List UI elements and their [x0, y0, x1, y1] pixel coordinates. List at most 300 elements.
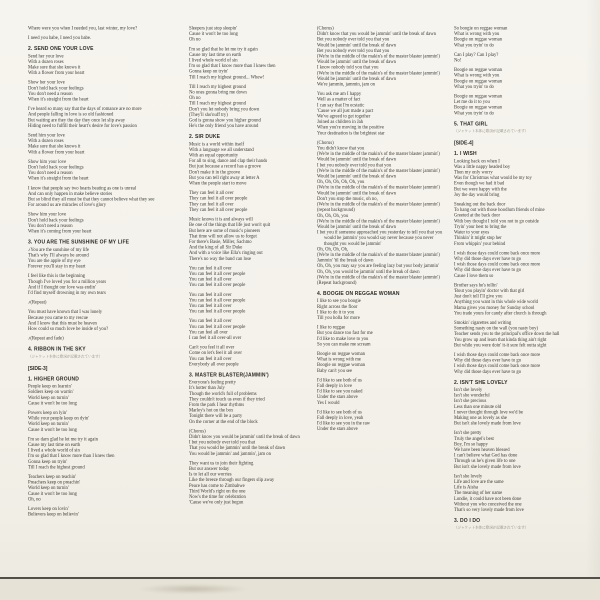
lyric-line: Boogie on reggae woman	[317, 351, 366, 357]
lyric-line: Would be jammin' until the break of dawn	[317, 224, 396, 230]
lyric-line: I'd like to see both of us	[317, 409, 362, 415]
lyric-line: Fall deeply in love, yeah	[317, 415, 364, 421]
below-sheet-background	[0, 579, 600, 600]
lyric-line: (We're in the middle of the makin's of the master blaster jammin')	[317, 218, 440, 224]
lyric-line: Was a little nappy headed boy	[454, 164, 511, 170]
lyric-line: Third World's right on the one	[189, 488, 246, 494]
lyric-line: Truly the angel's best	[454, 436, 494, 442]
lyric-line: (Chorus)	[317, 26, 334, 31]
stanza	[28, 54, 169, 76]
lyric-line: They can feel it all over	[189, 201, 234, 207]
song-heading: 4. BOOGIE ON REGGAE WOMAN	[317, 291, 400, 297]
song-heading: 3. YOU ARE THE SUNSHINE OF MY LIFE	[28, 239, 130, 246]
lyric-line: Isn't she lovely	[454, 473, 483, 479]
lyric-line: (We're in the middle of the makin's of the master blaster jammin')	[317, 274, 440, 280]
lyric-line: You don't need a reason	[28, 170, 73, 176]
lyric-line: Can't you feel it all over	[189, 345, 235, 351]
lyric-line: Isn't she wonderful	[454, 393, 490, 399]
stanza	[454, 94, 574, 116]
lyric-line: That you would be jammin' until the break of dawn	[189, 445, 286, 451]
lyric-line: Peace has come to Zimbabwe	[189, 483, 245, 489]
lyric-line: Oh no	[189, 95, 201, 101]
lyric-line: Till I reach my highest ground	[189, 101, 246, 107]
stanza	[28, 410, 169, 432]
lyric-line: You grow up and learn that kinda thing ain't right	[454, 337, 547, 343]
lyric-line: Though the world's full of problems	[189, 391, 257, 397]
stanza	[189, 429, 308, 457]
lyric-line: I'd find myself drowning in my own tears	[28, 290, 106, 296]
lyric-line: Send her your love	[28, 53, 64, 59]
lyric-line: Hiding need to fulfill their heart's desire for love's passion	[28, 123, 137, 129]
lyric-line: So boogie on reggae woman	[454, 26, 508, 31]
lyric-line: I wish those days could come back once more	[454, 363, 541, 369]
lyric-line: I like to reggae	[317, 325, 346, 331]
lyric-line: They can feel it all over	[189, 190, 234, 196]
stanza	[28, 186, 169, 208]
lyric-line: Boogie on reggae woman	[454, 94, 503, 100]
stanza	[28, 159, 169, 181]
lyric-line: I'm so glad that I know more than I knew then	[189, 63, 276, 69]
lyric-line: What is wrong with you	[454, 73, 500, 79]
lyric-line: Powers keep on lyin'	[28, 410, 67, 416]
lyric-line: What you tryin' to do	[454, 84, 494, 90]
lyric-line: (We're in the middle of the makin's of the master blaster jammin')	[317, 151, 440, 157]
stanza	[28, 300, 169, 306]
lyric-line: Till I reach my highest ground... Whew!	[189, 74, 265, 80]
lyric-line: From the park I hear rhythms	[189, 402, 245, 408]
stanza	[189, 319, 308, 341]
lyric-line: Be one of the things that life just won't quit	[189, 222, 271, 228]
lyric-line: Bet you nobody ever told you that you	[317, 48, 390, 54]
lyric-line: Don't hold back your feelings	[28, 165, 84, 171]
lyric-line: Till I reach my highest ground	[189, 84, 246, 90]
lyric-line: With a dozen roses	[28, 59, 64, 65]
lyric-line: Don't you let nobody bring you down	[189, 106, 260, 112]
lyric-line: Everyone's feeling pretty	[189, 380, 236, 386]
lyric-line: Though I've loved you for a million years	[28, 279, 107, 285]
lyric-line: Was for Christmas what would be my toy	[454, 175, 532, 181]
lyric-line: What is wrong with me	[317, 357, 362, 363]
lyric-line: Gonna keep on tryin'	[28, 459, 68, 465]
lyric-line: When it's straight from the heart	[28, 97, 89, 103]
lyric-line: Tonight there will be a party	[189, 413, 243, 419]
lyric-line: They couldn't touch us even if they tried	[189, 396, 265, 402]
stanza	[454, 387, 574, 426]
stanza	[454, 52, 574, 63]
lyric-line: Without you who conceived the one	[454, 501, 522, 507]
lyric-line: I'm so darn glad he let me try it again	[28, 436, 98, 442]
stanza	[189, 47, 308, 81]
lyric-line: Greeted at the back door	[454, 213, 501, 219]
lyric-line: Mama gives you money for Sunday school	[454, 305, 535, 311]
lyric-line: Preachers keep on preachin'	[28, 480, 81, 486]
stanza	[28, 384, 169, 406]
lyric-line: Cause it won't be too long	[28, 491, 77, 497]
lyric-line: Boogie on reggae woman	[317, 362, 366, 368]
stanza	[317, 351, 443, 373]
lyric-line: But isn't she lovely made from love	[454, 464, 521, 470]
stanza	[317, 325, 443, 347]
stanza	[28, 475, 169, 503]
stanza	[189, 84, 308, 129]
stanza	[454, 352, 574, 374]
lyric-line: (We're in the middle of the makin's of the master blaster jammin')	[317, 168, 440, 174]
lyric-line: Jammin' 'til the break of dawn	[317, 258, 374, 264]
stanza	[454, 320, 574, 348]
lyric-line: We're jammin, jammin, jam on	[317, 82, 376, 88]
lyric-line: Just don't tell I'll give you	[454, 294, 503, 300]
lyric-line: World keep on turnin'	[28, 485, 69, 491]
lyric-line: (They'll sho'nuff try)	[189, 112, 228, 118]
lyric-line: Come on let's feel it all over	[189, 350, 242, 356]
lyric-line: Boogie on reggae woman	[454, 37, 503, 43]
lyric-line: That's why I'll always be around	[28, 252, 89, 258]
lyric-line: Yes I would	[317, 400, 340, 406]
lyric-line: I wish those days could come back once more	[454, 352, 541, 358]
lyric-line: Cause I love them so	[454, 273, 494, 279]
lyric-line: With boy thought I told you not to go outside	[454, 218, 539, 224]
lyric-line: When it's straight from the heart	[28, 176, 89, 182]
lyric-line: Didn't know you would be jammin' until the break of dawn	[189, 434, 300, 440]
lyric-line: Would be jammin' until the break of dawn	[317, 190, 396, 196]
lyric-line: Sleepers just stop sleepin'	[189, 26, 238, 31]
lyric-line: Can I play? Can I play?	[454, 52, 499, 58]
stanza	[454, 202, 574, 247]
lyric-line: Why did those days ever have to go	[454, 256, 522, 262]
lyric-line: Show her your love	[28, 80, 65, 86]
lyric-line: You can feel all over	[189, 329, 228, 335]
lyric-line: Anything you want in this whole wide world	[454, 299, 538, 305]
lyric-line: Oh, Oh, Oh, you	[317, 213, 349, 219]
lyric-line: You can feel it all over people	[189, 324, 246, 330]
lyric-line: 'Cause we all just made a pact	[317, 108, 374, 114]
lyric-line: When it's coming from your heart	[28, 229, 92, 235]
stanza	[189, 292, 308, 314]
lyric-line: Isn't she precious	[454, 398, 487, 404]
lyric-line: Don't make it in the groove	[189, 169, 241, 175]
lyric-line: And people falling in love is so old fashioned	[28, 112, 114, 118]
lyric-line: You don't need a reason	[28, 223, 73, 229]
lyric-line: Don't hold back your feelings	[28, 217, 84, 223]
lyric-line: Isn't she lovely	[454, 387, 483, 393]
lyric-line: I like to see you boogie	[317, 298, 361, 304]
side-label: [SIDE-3]	[28, 365, 48, 372]
lyric-line: I never thought through love we'd be	[454, 409, 524, 415]
lyric-line: But you can tell right away at letter A	[189, 175, 260, 181]
lyric-line: Let me do it to you	[454, 99, 490, 105]
lyric-line: Oh no	[189, 37, 201, 43]
lyric-line: Fall deeply in love	[317, 383, 353, 389]
stanza	[189, 345, 308, 367]
lyric-line: God is gonna show you higher ground	[189, 118, 261, 124]
lyric-line: You can feel it all over people	[189, 297, 246, 303]
lyric-line: Even though we had it bad	[454, 181, 505, 187]
stanza	[317, 410, 443, 432]
song-heading: 3. MASTER BLASTER(JAMMIN')	[189, 372, 269, 378]
lyric-line: While your people keep on dyin'	[28, 416, 90, 422]
lyric-line: You trade yours for candy after church is through	[454, 310, 547, 316]
faint-print-smudge	[138, 584, 248, 594]
lyric-line: You can feel it all over people	[189, 282, 246, 288]
lyric-line: Isn't she pretty	[454, 430, 482, 436]
lyric-line: Thinkin' it might stop her	[454, 235, 502, 241]
stanza	[189, 217, 308, 262]
lyric-line: Forever you'll stay in my heart	[28, 264, 86, 270]
lyrics-column-3	[317, 26, 443, 436]
jp-note: （ジャケット本体に歌詞が記載されています）	[454, 525, 529, 530]
lyric-line: You can feel it all over	[189, 318, 232, 324]
lyric-line: Don't hold back your feelings	[28, 85, 84, 91]
lyric-line: Till you holla for more	[317, 315, 360, 321]
lyric-line: Didn't know that you would be jammin' until the break of dawn	[317, 31, 436, 37]
lyric-line: On the corner at the end of the block	[189, 419, 258, 425]
lyric-line: Water to your eyes	[454, 230, 490, 236]
lyric-line: (We're in the middle of the makin's of the master blaster jammin')	[317, 202, 440, 208]
lyric-line: Would be jammin' until the break of dawn	[317, 174, 396, 180]
lyric-line: (Chorus)	[317, 140, 334, 146]
lyric-line: Because you came to my rescue	[28, 315, 89, 321]
lyric-line: Soldiers keep on warrin'	[28, 389, 74, 395]
lyric-line: I know nobody told you that you	[317, 65, 379, 71]
stanza	[454, 68, 574, 90]
lyric-line: The meaning of her name	[454, 490, 503, 496]
lyric-line: I bet you nobody ever told you that you	[317, 162, 392, 168]
lyric-line: Oh, Oh, you may say you are feeling lazy but your body jammin'	[317, 263, 439, 269]
stanza	[189, 191, 308, 213]
stanza	[28, 36, 169, 42]
lyric-line: To hang out with those hoodlum friends of mine	[454, 207, 545, 213]
lyric-line: For around us are miracles of love's glory	[28, 202, 107, 208]
lyric-line: Would be jammin' until the break of dawn	[317, 76, 396, 82]
lyric-line: I bet you if someone approached you yesterday to tell you that you would be jammin' you would say never because you never thought you would be jammin'	[317, 230, 443, 247]
stanza	[317, 299, 443, 321]
lyric-line: What is wrong with you	[454, 31, 500, 37]
lyric-line: Less than one minute old	[454, 404, 502, 410]
lyric-line: Boogie on reggae woman	[454, 78, 503, 84]
lyric-line: (We're in the middle of the makin's of the master blaster jammin')	[317, 54, 440, 60]
lyric-line: You must have known that I was lonely	[28, 309, 103, 315]
lyric-line: Tryin' your best to bring the	[454, 224, 507, 230]
jp-note: （ジャケット本体に歌詞が記載されています）	[28, 353, 103, 359]
lyric-line: I'd like to see you naked	[317, 389, 363, 395]
stanza	[189, 461, 308, 506]
lyric-line: You can feel it all over people	[189, 309, 246, 315]
lyric-line: But we were happy with the	[454, 186, 507, 192]
lyric-line: You don't need a reason	[28, 91, 73, 97]
lyric-line: Something nasty on the wall (you nasty boy)	[454, 326, 538, 332]
lyric-line: That time will not allow us to forget	[189, 233, 257, 239]
lyric-line: ♪(Repeat and fade)	[28, 336, 64, 342]
lyric-line: Make sure that she knows it	[28, 65, 81, 71]
lyric-line: Bet you nobody ever told you that you	[317, 37, 390, 43]
lyric-line: And with a voice like Ella's ringing out	[189, 250, 263, 256]
lyric-line: Life and love are the same	[454, 479, 504, 485]
lyrics-column-1	[28, 26, 169, 522]
stanza	[28, 507, 169, 518]
stanza	[189, 26, 308, 43]
lyric-line: Baby can't you see	[317, 368, 353, 374]
lyric-line: World keep on turnin'	[28, 395, 69, 401]
lyric-line: For there's Basie, Miller, Sachmo	[189, 239, 252, 245]
stanza	[454, 474, 574, 513]
lyric-line: (Repeat background)	[317, 280, 357, 286]
lyric-line: I'd like to see you in the raw	[317, 421, 371, 427]
lyric-line: You can feel it all over	[189, 303, 232, 309]
lyric-line: They want us to join their fighting	[189, 460, 254, 466]
song-heading: 3. DO I DO	[454, 518, 481, 524]
lyric-line: Cause it won't be too long	[28, 427, 77, 433]
lyric-line: With a flower from your heart	[28, 149, 85, 155]
stanza	[28, 247, 169, 269]
lyric-line: Why did those days ever have to go	[454, 369, 522, 375]
lyric-line: Cause my last time on earth	[189, 52, 242, 58]
lyric-line: Till I reach the highest ground	[28, 464, 85, 470]
lyric-line: They can feel it all over people	[189, 196, 248, 202]
lyric-line: I lived a whole world of sin	[28, 448, 80, 454]
lyric-line: Joy the day would bring	[454, 192, 500, 198]
lyric-line: Brother says he's tellin'	[454, 282, 498, 288]
lyric-line: I feel like this is the beginning	[28, 273, 86, 279]
stanza	[28, 437, 169, 471]
song-heading: 2. SIR DUKE	[189, 134, 221, 140]
lyric-line: Oh, Oh, Oh, Oh,	[317, 246, 349, 252]
lyric-line: I can feel it all over-all over	[189, 335, 242, 341]
lyric-line: Would be jammin' until the break of dawn	[317, 59, 396, 65]
lyric-line: Like the breeze through our fingers slip away	[189, 477, 275, 483]
lyric-line: Why did those days ever have to go	[454, 267, 522, 273]
lyric-line: You can feel it all over people	[189, 271, 246, 277]
lyric-line: How could so much love be inside of you?	[28, 326, 109, 332]
lyric-line: ♪You are the sunshine of my life	[28, 247, 89, 253]
lyric-line: I'm so glad that I know more than I knew then	[28, 453, 115, 459]
stanza	[189, 266, 308, 288]
lyric-line: People keep on learnin'	[28, 384, 72, 390]
lyric-line: I'd like to make love to you	[317, 336, 369, 342]
lyric-line: Make sure that she knows it	[28, 144, 81, 150]
lyric-line: Don't you stop the music, oh no,	[317, 196, 378, 202]
lyric-line: 'Cause we've only just begun	[189, 500, 244, 506]
lyric-line: And can only happen in make believe stories	[28, 191, 113, 197]
lyric-line: And if I thought our love was endin'	[28, 284, 96, 290]
stanza	[317, 92, 443, 137]
lyric-line: With a language we all understand	[189, 147, 254, 153]
stanza	[317, 378, 443, 406]
lyric-line: 'Bout you playin' doctor with that girl	[454, 288, 525, 294]
lyric-line: Gonna keep on tryin'	[189, 69, 229, 75]
lyric-line: But waiting are they the day they once let slip away	[28, 117, 126, 123]
lyric-line: I've heard so many say that the days of romance are no more	[28, 106, 142, 112]
lyric-line: Marley's hot on the box	[189, 408, 234, 414]
stanza	[454, 431, 574, 470]
lyric-line: We've agreed to get together	[317, 114, 371, 120]
stanza	[189, 380, 308, 425]
lyric-line: I need you babe, I need you babe.	[28, 35, 92, 41]
lyric-line: Teacher sends you to the principal's office down the hall	[454, 331, 560, 337]
lyric-line: But just because a record has a groove	[189, 164, 261, 170]
lyric-line: I wish those days could come back once more	[454, 250, 541, 256]
stanza	[28, 310, 169, 332]
lyric-line: What you tryin' to do	[454, 42, 494, 48]
lyric-line: There's no way the band can lose	[189, 256, 252, 262]
lyric-line: I like to do it to you	[317, 309, 355, 315]
lyric-line: Lovers keep on lovin'	[28, 506, 69, 512]
lyric-line: Londie, it could have not been done	[454, 496, 522, 502]
stanza	[317, 140, 443, 286]
stanza	[454, 283, 574, 317]
lyric-line: They can feel it all over people	[189, 207, 248, 213]
lyric-line: Believers keep on believin'	[28, 512, 79, 518]
lyric-line: Under the stars above	[317, 394, 358, 400]
lyric-line: Joined as children in Jah	[317, 119, 364, 125]
lyric-line: You can feel it all over	[189, 292, 232, 298]
lyric-line: Teachers keep on teachin'	[28, 474, 77, 480]
lyric-line: Oh, no	[28, 496, 41, 502]
lyric-line: From whippin' your behind	[454, 241, 506, 247]
lyric-line: Show him your love	[28, 212, 67, 218]
lyric-line: Looking back on when I	[454, 158, 500, 164]
lyric-line: Everybody all over people	[189, 361, 239, 367]
lyric-line: And the king of all Sir Duke	[189, 245, 243, 251]
lyric-line: With a dozen roses	[28, 138, 64, 144]
lyric-line: Sneaking out the back door	[454, 202, 506, 208]
lyric-line: I'd like to see both of us	[317, 377, 362, 383]
stanza	[28, 336, 169, 342]
lyric-line: Right across the floor	[317, 304, 358, 310]
lyric-line: But our answer today	[189, 466, 230, 472]
lyric-line: Through us he's given life to one	[454, 458, 516, 464]
lyric-line: Where were you when I needed you, last winter, my love?	[28, 26, 138, 31]
lyric-line: Oh, Oh, Oh, Oh, Oh, you	[317, 179, 365, 185]
stanza	[454, 26, 574, 48]
stanza	[28, 107, 169, 129]
lyric-line: What you tryin' to do	[454, 110, 494, 116]
lyric-line: But you dance too fast for me	[317, 330, 373, 336]
stanza	[189, 142, 308, 187]
lyric-line: Would be jammin' until the break of dawn	[317, 42, 396, 48]
lyric-line: Is to let all our worries	[189, 472, 232, 478]
lyric-line: Under the stars above	[317, 426, 358, 432]
lyric-line: Boy, I'm so happy	[454, 441, 488, 447]
lyric-line: That's so very lovely made from love	[454, 507, 524, 513]
song-heading: 1. I WISH	[454, 151, 477, 157]
lyric-line: I know that people say two hearts beating as one is unreal	[28, 185, 137, 191]
paper-edge-shading	[586, 0, 600, 577]
lyric-line: When the people start to move	[189, 181, 247, 187]
lyric-line: With an equal opportunity	[189, 153, 239, 159]
jp-note: （ジャケット本体に歌詞が記載されています）	[454, 128, 529, 134]
lyric-line: So you can make me scream	[317, 341, 371, 347]
lyric-line: I can't believe what God has done	[454, 453, 518, 459]
lyric-line: With a flower from your heart	[28, 70, 85, 76]
lyrics-column-4	[454, 26, 574, 534]
lyric-line: Cause it won't be too long	[189, 31, 238, 37]
lyric-line: And I know that this must be heaven	[28, 320, 97, 326]
lyric-line: But isn't she lovely made from love	[454, 421, 521, 427]
lyric-line: I wish those days could come back once more	[454, 262, 541, 268]
lyric-line: He's the only friend you have around	[189, 123, 259, 129]
stanza	[28, 274, 169, 296]
lyric-line: World keep on turnin'	[28, 421, 69, 427]
lyric-line: Life is Aisha	[454, 485, 478, 491]
stanza	[28, 133, 169, 155]
lyric-line: I lived whole world of sin	[189, 58, 238, 64]
lyric-line: Oh, Oh, you would be jammin' until the break of dawn	[317, 269, 420, 275]
lyric-line: It's hotter than July	[189, 385, 225, 391]
lyric-line: (We're in the middle of the makin's of the master blaster jammin')	[317, 252, 440, 258]
lyric-line: Would be jammin' until the break of dawn	[317, 157, 396, 163]
lyric-line: (Chorus)	[189, 428, 206, 434]
lyric-line: You are the apple of my eye	[28, 258, 81, 264]
